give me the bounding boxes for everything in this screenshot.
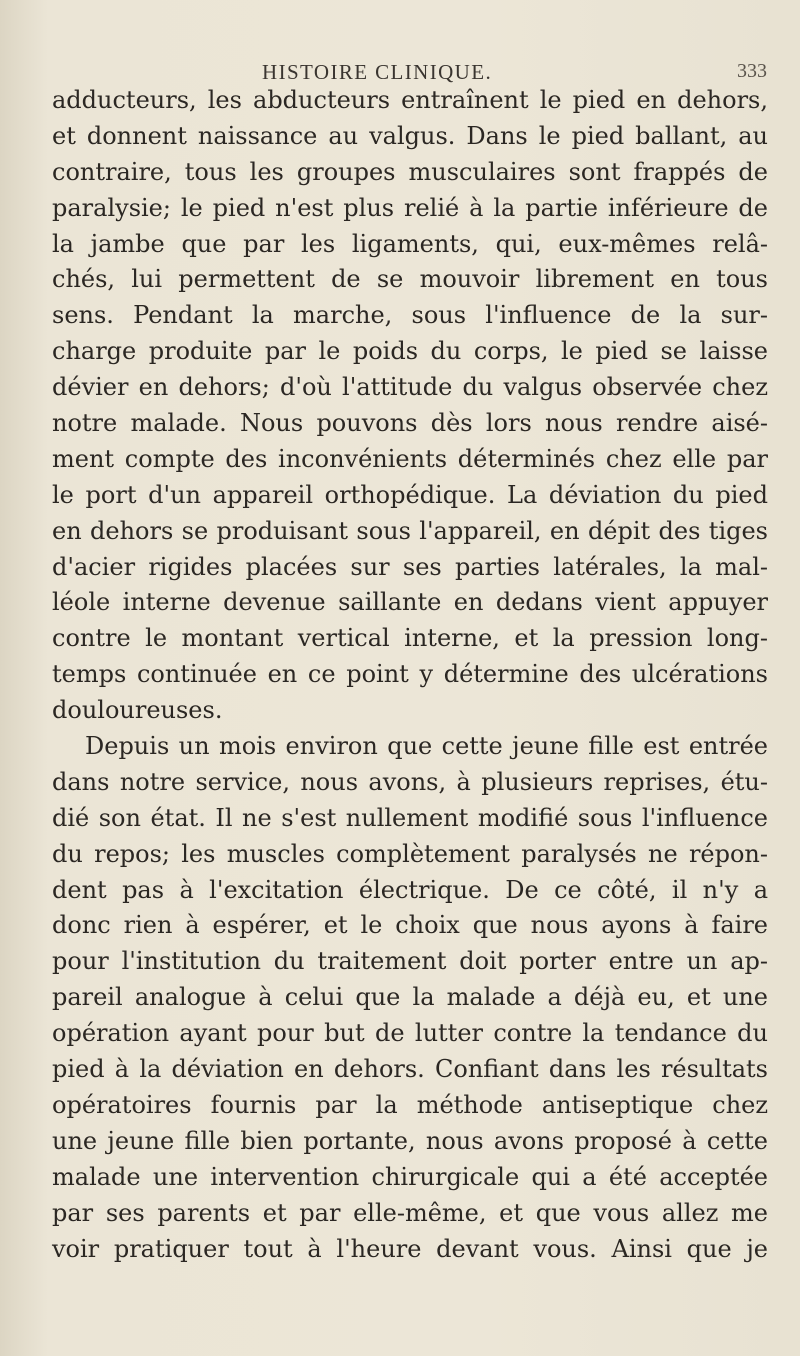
text-line: adducteurs, les abducteurs entraînent le pied en dehors, xyxy=(52,86,768,114)
text-line: contraire, tous les groupes musculaires sont frappés de xyxy=(52,157,768,186)
text-line: dévier en dehors; d'où l'attitude du valgus observée chez xyxy=(52,373,768,402)
text-line: dans notre service, nous avons, à plusieurs reprises, étu- xyxy=(52,767,768,796)
text-line: et donnent naissance au valgus. Dans le pied ballant, au xyxy=(52,121,768,150)
text-line: pareil analogue à celui que la malade a déjà eu, et une xyxy=(52,983,768,1012)
text-line: opération ayant pour but de lutter contre la tendance du xyxy=(52,1019,768,1048)
text-line: par ses parents et par elle-même, et que vous allez me xyxy=(52,1198,768,1227)
text-line: donc rien à espérer, et le choix que nous ayons à faire xyxy=(52,911,768,940)
text-line: léole interne devenue saillante en dedans vient appuyer xyxy=(52,588,768,617)
text-line: douloureuses. xyxy=(52,696,223,725)
page-number: 333 xyxy=(737,60,767,82)
text-line: notre malade. Nous pouvons dès lors nous rendre aisé- xyxy=(52,409,768,438)
paragraph xyxy=(52,83,768,729)
text-line: d'acier rigides placées sur ses parties latérales, la mal- xyxy=(52,552,768,581)
text-line: une jeune fille bien portante, nous avons proposé à cette xyxy=(52,1126,768,1155)
text-line: pour l'institution du traitement doit porter entre un ap- xyxy=(52,947,768,976)
text-line: charge produite par le poids du corps, le pied se laisse xyxy=(52,337,768,366)
text-line: ment compte des inconvénients déterminés chez elle par xyxy=(52,444,768,473)
text-line: pied à la déviation en dehors. Confiant dans les résultats xyxy=(52,1055,768,1084)
text-line: temps continuée en ce point y détermine des ulcérations xyxy=(52,660,768,689)
text-line: contre le montant vertical interne, et la pression long- xyxy=(52,624,768,653)
paragraph xyxy=(52,729,768,1267)
text-line: malade une intervention chirurgicale qui a été acceptée xyxy=(52,1162,768,1191)
text-line: du repos; les muscles complètement paralysés ne répon- xyxy=(52,839,768,868)
text-line: dié son état. Il ne s'est nullement modifié sous l'influence xyxy=(52,803,768,832)
text-line: en dehors se produisant sous l'appareil, en dépit des tiges xyxy=(52,516,768,545)
text-line: opératoires fournis par la méthode antiseptique chez xyxy=(52,1090,768,1119)
text-line: Depuis un mois environ que cette jeune fille est entrée xyxy=(85,732,768,761)
text-line: sens. Pendant la marche, sous l'influence de la sur- xyxy=(52,301,768,330)
body-text xyxy=(52,83,768,1267)
text-line: voir pratiquer tout à l'heure devant vous. Ainsi que je xyxy=(52,1234,768,1263)
text-line: paralysie; le pied n'est plus relié à la partie inférieure de xyxy=(52,193,768,222)
text-line: chés, lui permettent de se mouvoir librement en tous xyxy=(52,265,768,294)
text-line: le port d'un appareil orthopédique. La déviation du pied xyxy=(52,480,768,509)
text-line: dent pas à l'excitation électrique. De ce côté, il n'y a xyxy=(52,875,768,904)
running-head: HISTOIRE CLINIQUE. xyxy=(262,60,493,84)
text-line: la jambe que par les ligaments, qui, eux-mêmes relâ- xyxy=(52,229,768,258)
